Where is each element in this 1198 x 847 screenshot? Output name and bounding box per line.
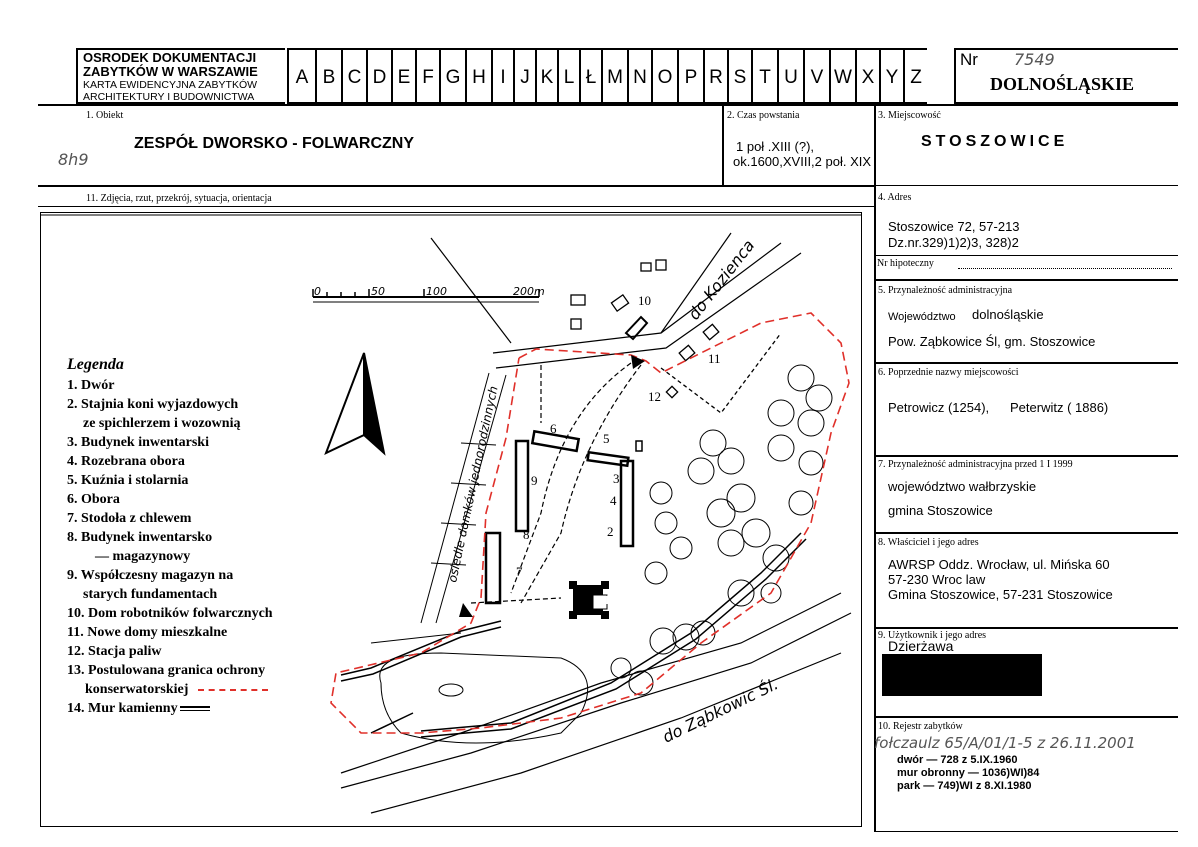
letter-cell: V bbox=[803, 50, 829, 106]
legend-item-text: 10. Dom robotników folwarcznych bbox=[67, 606, 273, 621]
letter-cell: B bbox=[315, 50, 341, 106]
protection-boundary bbox=[331, 313, 849, 733]
wojewodztwo-label: Województwo bbox=[888, 311, 956, 323]
legend-item bbox=[67, 623, 273, 642]
czas-label: 2. Czas powstania bbox=[727, 110, 800, 121]
hipoteczny-label: Nr hipoteczny bbox=[877, 258, 934, 269]
letter-cell: E bbox=[391, 50, 415, 106]
letter-cell: H bbox=[465, 50, 491, 106]
scale-label-200: 200m bbox=[513, 285, 545, 298]
letter-cell: F bbox=[415, 50, 439, 106]
num-2: 2 bbox=[607, 524, 614, 539]
letter-cell: S bbox=[727, 50, 751, 106]
legend-item-text: konserwatorskiej bbox=[85, 682, 189, 697]
wlasciciel-line2: 57-230 Wroc law bbox=[888, 572, 986, 587]
adres-line1: Stoszowice 72, 57-213 bbox=[888, 219, 1020, 234]
przynaleznosc-label: 5. Przynależność administracyjna bbox=[878, 285, 1013, 296]
letter-cell: T bbox=[751, 50, 777, 106]
letter-cell: Y bbox=[879, 50, 903, 106]
legend-item-text: 7. Stodoła z chlewem bbox=[67, 511, 192, 526]
houses bbox=[571, 260, 781, 413]
legend-item-text: — magazynowy bbox=[95, 549, 191, 564]
czas-line2: ok.1600,XVIII,2 poł. XIX bbox=[733, 154, 872, 169]
num-12: 12 bbox=[648, 389, 661, 404]
num-5: 5 bbox=[603, 431, 610, 446]
legend-item bbox=[67, 471, 273, 490]
uzytkownik-label: 9. Użytkownik i jego adres bbox=[878, 630, 987, 641]
letter-cell: U bbox=[777, 50, 803, 106]
scale-label-0: 0 bbox=[314, 285, 321, 298]
poprzednie-value2: Peterwitz ( 1886) bbox=[1010, 400, 1109, 415]
legend-item-text: 6. Obora bbox=[67, 492, 120, 507]
scale-label-50: 50 bbox=[371, 285, 385, 298]
north-arrow-icon bbox=[326, 353, 384, 453]
map-frame bbox=[40, 212, 862, 827]
rejestr-line1: dwór — 728 z 5.IX.1960 bbox=[897, 754, 1018, 766]
legend-item bbox=[67, 509, 273, 528]
legend-item-text: 14. Mur kamienny bbox=[67, 701, 178, 716]
adres-label: 4. Adres bbox=[878, 192, 912, 203]
num-8: 8 bbox=[523, 527, 530, 542]
letter-cell: C bbox=[341, 50, 366, 106]
num-4: 4 bbox=[610, 493, 617, 508]
manor-pond bbox=[380, 653, 588, 743]
obiekt-label: 1. Obiekt bbox=[86, 110, 124, 121]
miejscowosc-value: STOSZOWICE bbox=[921, 133, 1069, 150]
scale-label-100: 100 bbox=[426, 285, 447, 298]
institution-box bbox=[76, 48, 285, 104]
institution-name-3: KARTA EWIDENCYJNA ZABYTKÓW bbox=[83, 79, 258, 91]
rejestr-label: 10. Rejestr zabytków bbox=[878, 721, 963, 732]
farm-buildings bbox=[486, 431, 642, 603]
nr-box bbox=[954, 48, 1178, 104]
legend-list bbox=[67, 376, 273, 718]
num-11: 11 bbox=[708, 351, 721, 366]
building-numbers bbox=[516, 293, 721, 607]
legend-item bbox=[67, 547, 273, 566]
czas-line1: 1 poł .XIII (?), bbox=[736, 139, 815, 154]
rejestr-line2: mur obronny — 1036)WI)84 bbox=[897, 767, 1040, 779]
przed1999-line2: gmina Stoszowice bbox=[888, 503, 993, 518]
poprzednie-label: 6. Poprzednie nazwy miejscowości bbox=[878, 367, 1019, 378]
settlement-label: osiedle domków jednorodzinnych bbox=[445, 384, 501, 584]
legend-item-text: 4. Rozebrana obora bbox=[67, 454, 185, 469]
legend-item bbox=[67, 433, 273, 452]
wlasciciel-label: 8. Właściciel i jego adres bbox=[878, 537, 979, 548]
legend-item bbox=[67, 604, 273, 623]
hipoteczny-line bbox=[958, 268, 1172, 269]
legend-item bbox=[67, 566, 273, 585]
adres-line2: Dz.nr.329)1)2)3, 328)2 bbox=[888, 235, 1019, 250]
institution-name-4: ARCHITEKTURY I BUDOWNICTWA bbox=[83, 91, 255, 103]
nr-label: Nr bbox=[960, 50, 978, 69]
nr-handwritten: 7549 bbox=[1014, 50, 1055, 69]
institution-name-1: OSRODEK DOKUMENTACJI bbox=[83, 50, 257, 65]
letter-cell: N bbox=[627, 50, 651, 106]
rejestr-handwritten: fołczaulz 65/A/01/1-5 z 26.11.2001 bbox=[874, 734, 1136, 752]
marker-triangle-north bbox=[631, 355, 645, 369]
legend-item-text: 1. Dwór bbox=[67, 378, 115, 393]
legend-item bbox=[67, 395, 273, 414]
num-1: 1 bbox=[604, 592, 611, 607]
num-10: 10 bbox=[638, 293, 651, 308]
wlasciciel-line1: AWRSP Oddz. Wrocław, ul. Mińska 60 bbox=[888, 557, 1110, 572]
legend-item bbox=[67, 699, 273, 718]
legend-item bbox=[67, 414, 273, 433]
num-7: 7 bbox=[516, 564, 523, 579]
letter-cell: X bbox=[855, 50, 879, 106]
letter-cell: D bbox=[366, 50, 391, 106]
redaction-box bbox=[882, 654, 1042, 696]
rejestr-line3: park — 749)WI z 8.XI.1980 bbox=[897, 780, 1032, 792]
miejscowosc-label: 3. Miejscowość bbox=[878, 110, 941, 121]
obiekt-handwritten: 8h9 bbox=[58, 150, 89, 169]
legend-item-text: 5. Kuźnia i stolarnia bbox=[67, 473, 189, 488]
map-legend bbox=[67, 356, 273, 718]
letter-cell: A bbox=[287, 50, 315, 106]
institution-name-2: ZABYTKÓW W WARSZAWIE bbox=[83, 64, 258, 79]
wall-swatch bbox=[180, 706, 210, 711]
road-south-label: do Ząbkowic Śl. bbox=[659, 674, 782, 747]
letter-cell: L bbox=[557, 50, 579, 106]
powiat-value: Pow. Ząbkowice Śl, gm. Stoszowice bbox=[888, 334, 1096, 349]
legend-item bbox=[67, 661, 273, 680]
letter-index-strip bbox=[287, 48, 927, 104]
num-9: 9 bbox=[531, 473, 538, 488]
boundary-swatch bbox=[198, 689, 268, 691]
park-trees bbox=[611, 365, 832, 695]
letter-cell: Z bbox=[903, 50, 927, 106]
road-south bbox=[341, 593, 851, 813]
letter-cell: I bbox=[491, 50, 513, 106]
letter-cell: R bbox=[703, 50, 727, 106]
zdjecia-label: 11. Zdjęcia, rzut, przekrój, sytuacja, orientacja bbox=[86, 193, 272, 204]
legend-item-text: 9. Współczesny magazyn na bbox=[67, 568, 234, 583]
letter-cell: Ł bbox=[579, 50, 601, 106]
num-3: 3 bbox=[613, 471, 620, 486]
legend-item bbox=[67, 680, 273, 699]
poprzednie-value1: Petrowicz (1254), bbox=[888, 400, 990, 415]
letter-cell: K bbox=[535, 50, 557, 106]
obiekt-value: ZESPÓŁ DWORSKO - FOLWARCZNY bbox=[134, 135, 414, 152]
legend-item bbox=[67, 452, 273, 471]
letter-cell: G bbox=[439, 50, 465, 106]
legend-item-text: ze spichlerzem i wozownią bbox=[83, 416, 241, 431]
legend-item-text: 12. Stacja paliw bbox=[67, 644, 162, 659]
legend-item bbox=[67, 642, 273, 661]
przed1999-label: 7. Przynależność administracyjna przed 1 I 1999 bbox=[878, 459, 1073, 470]
wlasciciel-line3: Gmina Stoszowice, 57-231 Stoszowice bbox=[888, 587, 1113, 602]
wojewodztwo-value: dolnośląskie bbox=[972, 307, 1044, 322]
legend-item-text: 13. Postulowana granica ochrony bbox=[67, 663, 266, 678]
legend-item-text: 3. Budynek inwentarski bbox=[67, 435, 209, 450]
letter-cell: J bbox=[513, 50, 535, 106]
przed1999-line1: województwo wałbrzyskie bbox=[888, 479, 1037, 494]
legend-item bbox=[67, 528, 273, 547]
region-name: DOLNOŚLĄSKIE bbox=[990, 74, 1135, 94]
letter-cell: O bbox=[651, 50, 677, 106]
legend-item-text: 2. Stajnia koni wyjazdowych bbox=[67, 397, 239, 412]
legend-item bbox=[67, 490, 273, 509]
legend-item-text: 8. Budynek inwentarsko bbox=[67, 530, 213, 545]
legend-item bbox=[67, 376, 273, 395]
num-6: 6 bbox=[550, 421, 557, 436]
legend-item bbox=[67, 585, 273, 604]
marker-triangle-south bbox=[459, 603, 473, 617]
letter-cell: P bbox=[677, 50, 703, 106]
letter-cell: W bbox=[829, 50, 855, 106]
uzytkownik-value: Dzierżawa bbox=[888, 638, 954, 654]
road-north-label: do Kozienca bbox=[684, 235, 759, 324]
letter-cell: M bbox=[601, 50, 627, 106]
legend-item-text: 11. Nowe domy mieszkalne bbox=[67, 625, 228, 640]
manor-building bbox=[569, 581, 609, 619]
legend-item-text: starych fundamentach bbox=[83, 587, 218, 602]
legend-title: Legenda bbox=[67, 356, 124, 373]
